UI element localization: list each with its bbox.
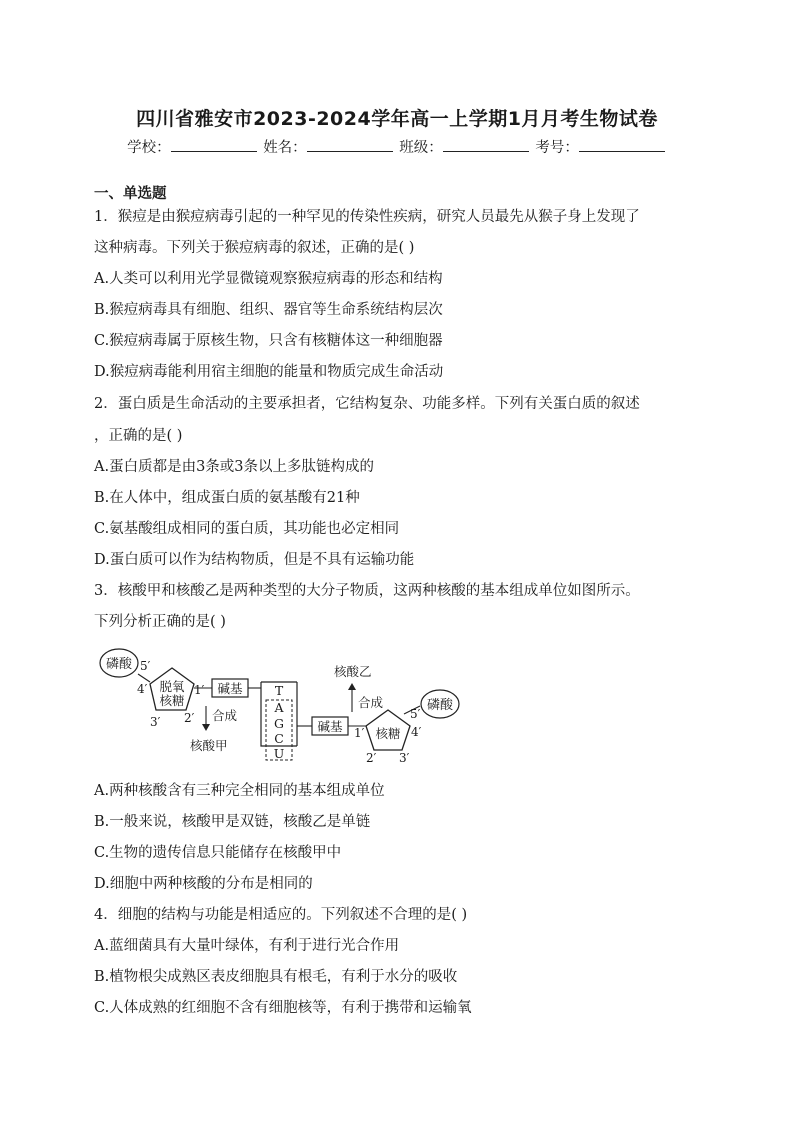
nucleic-acid-b-label: 核酸乙 — [334, 664, 372, 679]
q4-option-a: A.蓝细菌具有大量叶绿体，有利于进行光合作用 — [94, 938, 400, 954]
deoxyribose-label-2: 核糖 — [159, 693, 185, 708]
base-u: U — [273, 746, 285, 761]
q3-stem-line1: 3．核酸甲和核酸乙是两种类型的大分子物质，这两种核酸的基本组成单位如图所示。 — [94, 583, 640, 599]
ribose-label: 核糖 — [375, 726, 401, 741]
q2-stem-line1: 2．蛋白质是生命活动的主要承担者，它结构复杂、功能多样。下列有关蛋白质的叙述 — [94, 396, 640, 412]
label-5prime-left: 5′ — [140, 659, 151, 673]
q3-option-b: B.一般来说，核酸甲是双链，核酸乙是单链 — [94, 814, 371, 830]
class-blank[interactable] — [443, 138, 529, 152]
label-2prime-left: 2′ — [184, 711, 195, 725]
number-blank[interactable] — [579, 138, 665, 152]
nucleic-acid-a-label: 核酸甲 — [190, 738, 228, 753]
base-label-right: 碱基 — [317, 719, 343, 734]
name-blank[interactable] — [307, 138, 393, 152]
class-label: 班级： — [399, 140, 443, 156]
q2-option-c: C.氨基酸组成相同的蛋白质，其功能也必定相同 — [94, 521, 400, 537]
label-1prime-left: 1′ — [194, 683, 205, 697]
q1-stem-line2: 这种病毒。下列关于猴痘病毒的叙述，正确的是( ) — [94, 240, 415, 256]
base-c: C — [274, 731, 284, 746]
arrowhead-down-icon — [202, 724, 210, 731]
q2-stem-line2: ，正确的是( ) — [94, 428, 183, 444]
q2-option-a: A.蛋白质都是由3条或3条以上多肽链构成的 — [94, 459, 375, 475]
q2-option-b: B.在人体中，组成蛋白质的氨基酸有21种 — [94, 490, 360, 506]
bond-phosphate-sugar-left — [138, 674, 150, 682]
section-heading: 一、单选题 — [94, 186, 167, 202]
q3-stem-line2: 下列分析正确的是( ) — [94, 614, 226, 630]
q3-option-c: C.生物的遗传信息只能储存在核酸甲中 — [94, 845, 342, 861]
q3-option-a: A.两种核酸含有三种完全相同的基本组成单位 — [94, 783, 385, 799]
phosphate-right-label: 磷酸 — [426, 698, 454, 713]
deoxyribose-label-1: 脱氧 — [159, 679, 185, 694]
name-label: 姓名： — [263, 140, 307, 156]
label-3prime-right: 3′ — [399, 751, 410, 765]
phosphate-left-label: 磷酸 — [105, 657, 133, 672]
arrowhead-up-icon — [348, 683, 356, 690]
q4-option-b: B.植物根尖成熟区表皮细胞具有根毛，有利于水分的吸收 — [94, 969, 458, 985]
label-4prime-left: 4′ — [137, 682, 148, 696]
base-t: T — [274, 683, 284, 698]
q1-option-a: A.人类可以利用光学显微镜观察猴痘病毒的形态和结构 — [94, 271, 443, 287]
base-a: A — [274, 700, 284, 715]
student-info-row — [0, 136, 794, 157]
exam-title: 四川省雅安市2023-2024学年高一上学期1月月考生物试卷 — [136, 108, 658, 130]
q3-option-d: D.细胞中两种核酸的分布是相同的 — [94, 876, 313, 892]
q1-stem-line1: 1．猴痘是由猴痘病毒引起的一种罕见的传染性疾病，研究人员最先从猴子身上发现了 — [94, 209, 640, 225]
label-1prime-right: 1′ — [354, 726, 365, 740]
label-5prime-right: 5′ — [410, 707, 421, 721]
base-g: G — [274, 716, 284, 731]
q4-option-c: C.人体成熟的红细胞不含有细胞核等，有利于携带和运输氧 — [94, 1000, 472, 1016]
number-label: 考号： — [535, 140, 579, 156]
synthesis-label-left: 合成 — [212, 708, 238, 723]
q1-option-b: B.猴痘病毒具有细胞、组织、器官等生命系统结构层次 — [94, 302, 443, 318]
q1-option-c: C.猴痘病毒属于原核生物，只含有核糖体这一种细胞器 — [94, 333, 443, 349]
label-3prime-left: 3′ — [150, 715, 161, 729]
base-label-left: 碱基 — [217, 681, 243, 696]
q2-option-d: D.蛋白质可以作为结构物质，但是不具有运输功能 — [94, 552, 415, 568]
q4-stem: 4．细胞的结构与功能是相适应的。下列叙述不合理的是( ) — [94, 907, 468, 923]
school-label: 学校： — [127, 140, 171, 156]
q1-option-d: D.猴痘病毒能利用宿主细胞的能量和物质完成生命活动 — [94, 364, 444, 380]
synthesis-label-right: 合成 — [358, 695, 384, 710]
label-2prime-right: 2′ — [366, 751, 377, 765]
label-4prime-right: 4′ — [411, 725, 422, 739]
nucleotide-diagram — [94, 640, 474, 768]
school-blank[interactable] — [171, 138, 257, 152]
